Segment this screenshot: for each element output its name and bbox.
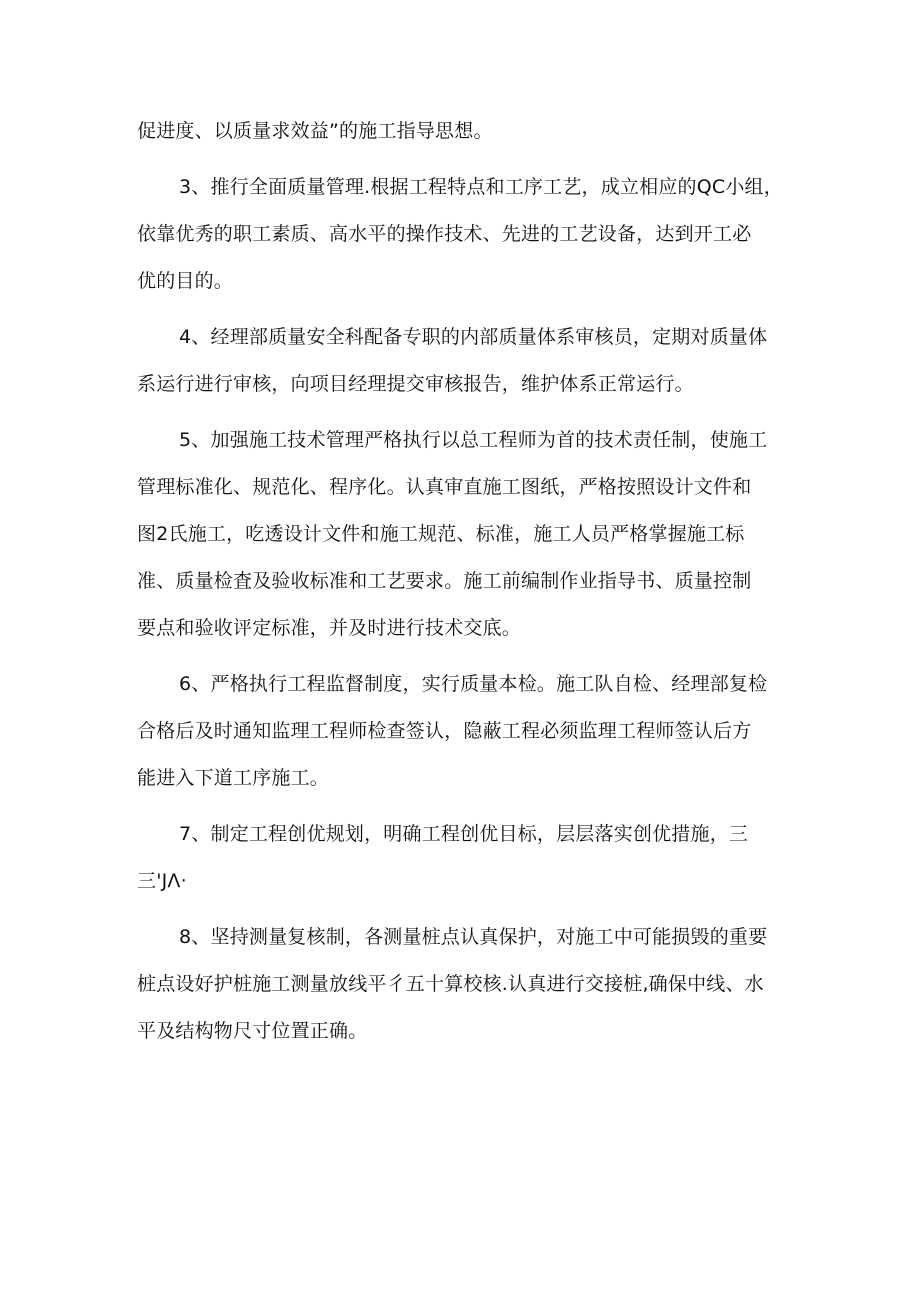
text-line: 要点和验收评定标准，并及时进行技术交底。	[137, 617, 522, 639]
paragraph-2	[137, 164, 787, 305]
text-line: 三'JΛ·	[137, 870, 187, 892]
paragraph-4	[137, 417, 787, 652]
document-body	[137, 108, 787, 1055]
text-line: 优的目的。	[137, 270, 234, 292]
text-line: 能进入下道工序施工。	[137, 767, 330, 789]
text-line: 系运行进行审核，向项目经理提交审核报告，维护体系正常运行。	[137, 373, 694, 395]
text-line: 桩点设好护桩施工测量放线平彳五十算校核.认真进行交接桩,确保中线、水	[137, 973, 764, 995]
paragraph-3	[137, 314, 787, 408]
text-line: 平及结构物尺寸位置正确。	[137, 1020, 368, 1042]
paragraph-6	[137, 811, 787, 905]
text-line: 6、严格执行工程监督制度，实行质量本检。施工队自检、经理部复检	[179, 673, 768, 695]
text-line: 7、制定工程创优规划，明确工程创优目标，层层落实创优措施，三	[179, 823, 749, 845]
paragraph-5	[137, 661, 787, 802]
text-line: 8、坚持测量复核制，各测量桩点认真保护，对施工中可能损毁的重要	[179, 926, 768, 948]
text-line: 5、加强施工技术管理严格执行以总工程师为首的技术责任制，使施工	[179, 429, 768, 451]
text-line: 准、质量检査及验收标准和工艺要求。施工前编制作业指导书、质量控制	[137, 570, 752, 592]
paragraph-1	[137, 108, 787, 155]
text-line: 图2氏施工，吃透设计文件和施工规范、标准，施工人员严格掌握施工标	[137, 523, 745, 545]
text-line: 3、推行全面质量管理.根据工程特点和工序工艺，成立相应的QC小组，	[179, 176, 783, 198]
paragraph-7	[137, 914, 787, 1055]
text-line: 4、经理部质量安全科配备专职的内部质量体系审核员，定期对质量体	[179, 326, 768, 348]
text-line: 依靠优秀的职工素质、高水平的操作技术、先进的工艺设备，达到开工必	[137, 223, 752, 245]
text-line: 促进度、以质量求效益”的施工指导思想。	[137, 120, 493, 142]
text-line: 合格后及时通知监理工程师检查签认，隐蔽工程必须监理工程师签认后方	[137, 720, 752, 742]
text-line: 管理标准化、规范化、程序化。认真审直施工图纸，严格按照设计文件和	[137, 476, 752, 498]
